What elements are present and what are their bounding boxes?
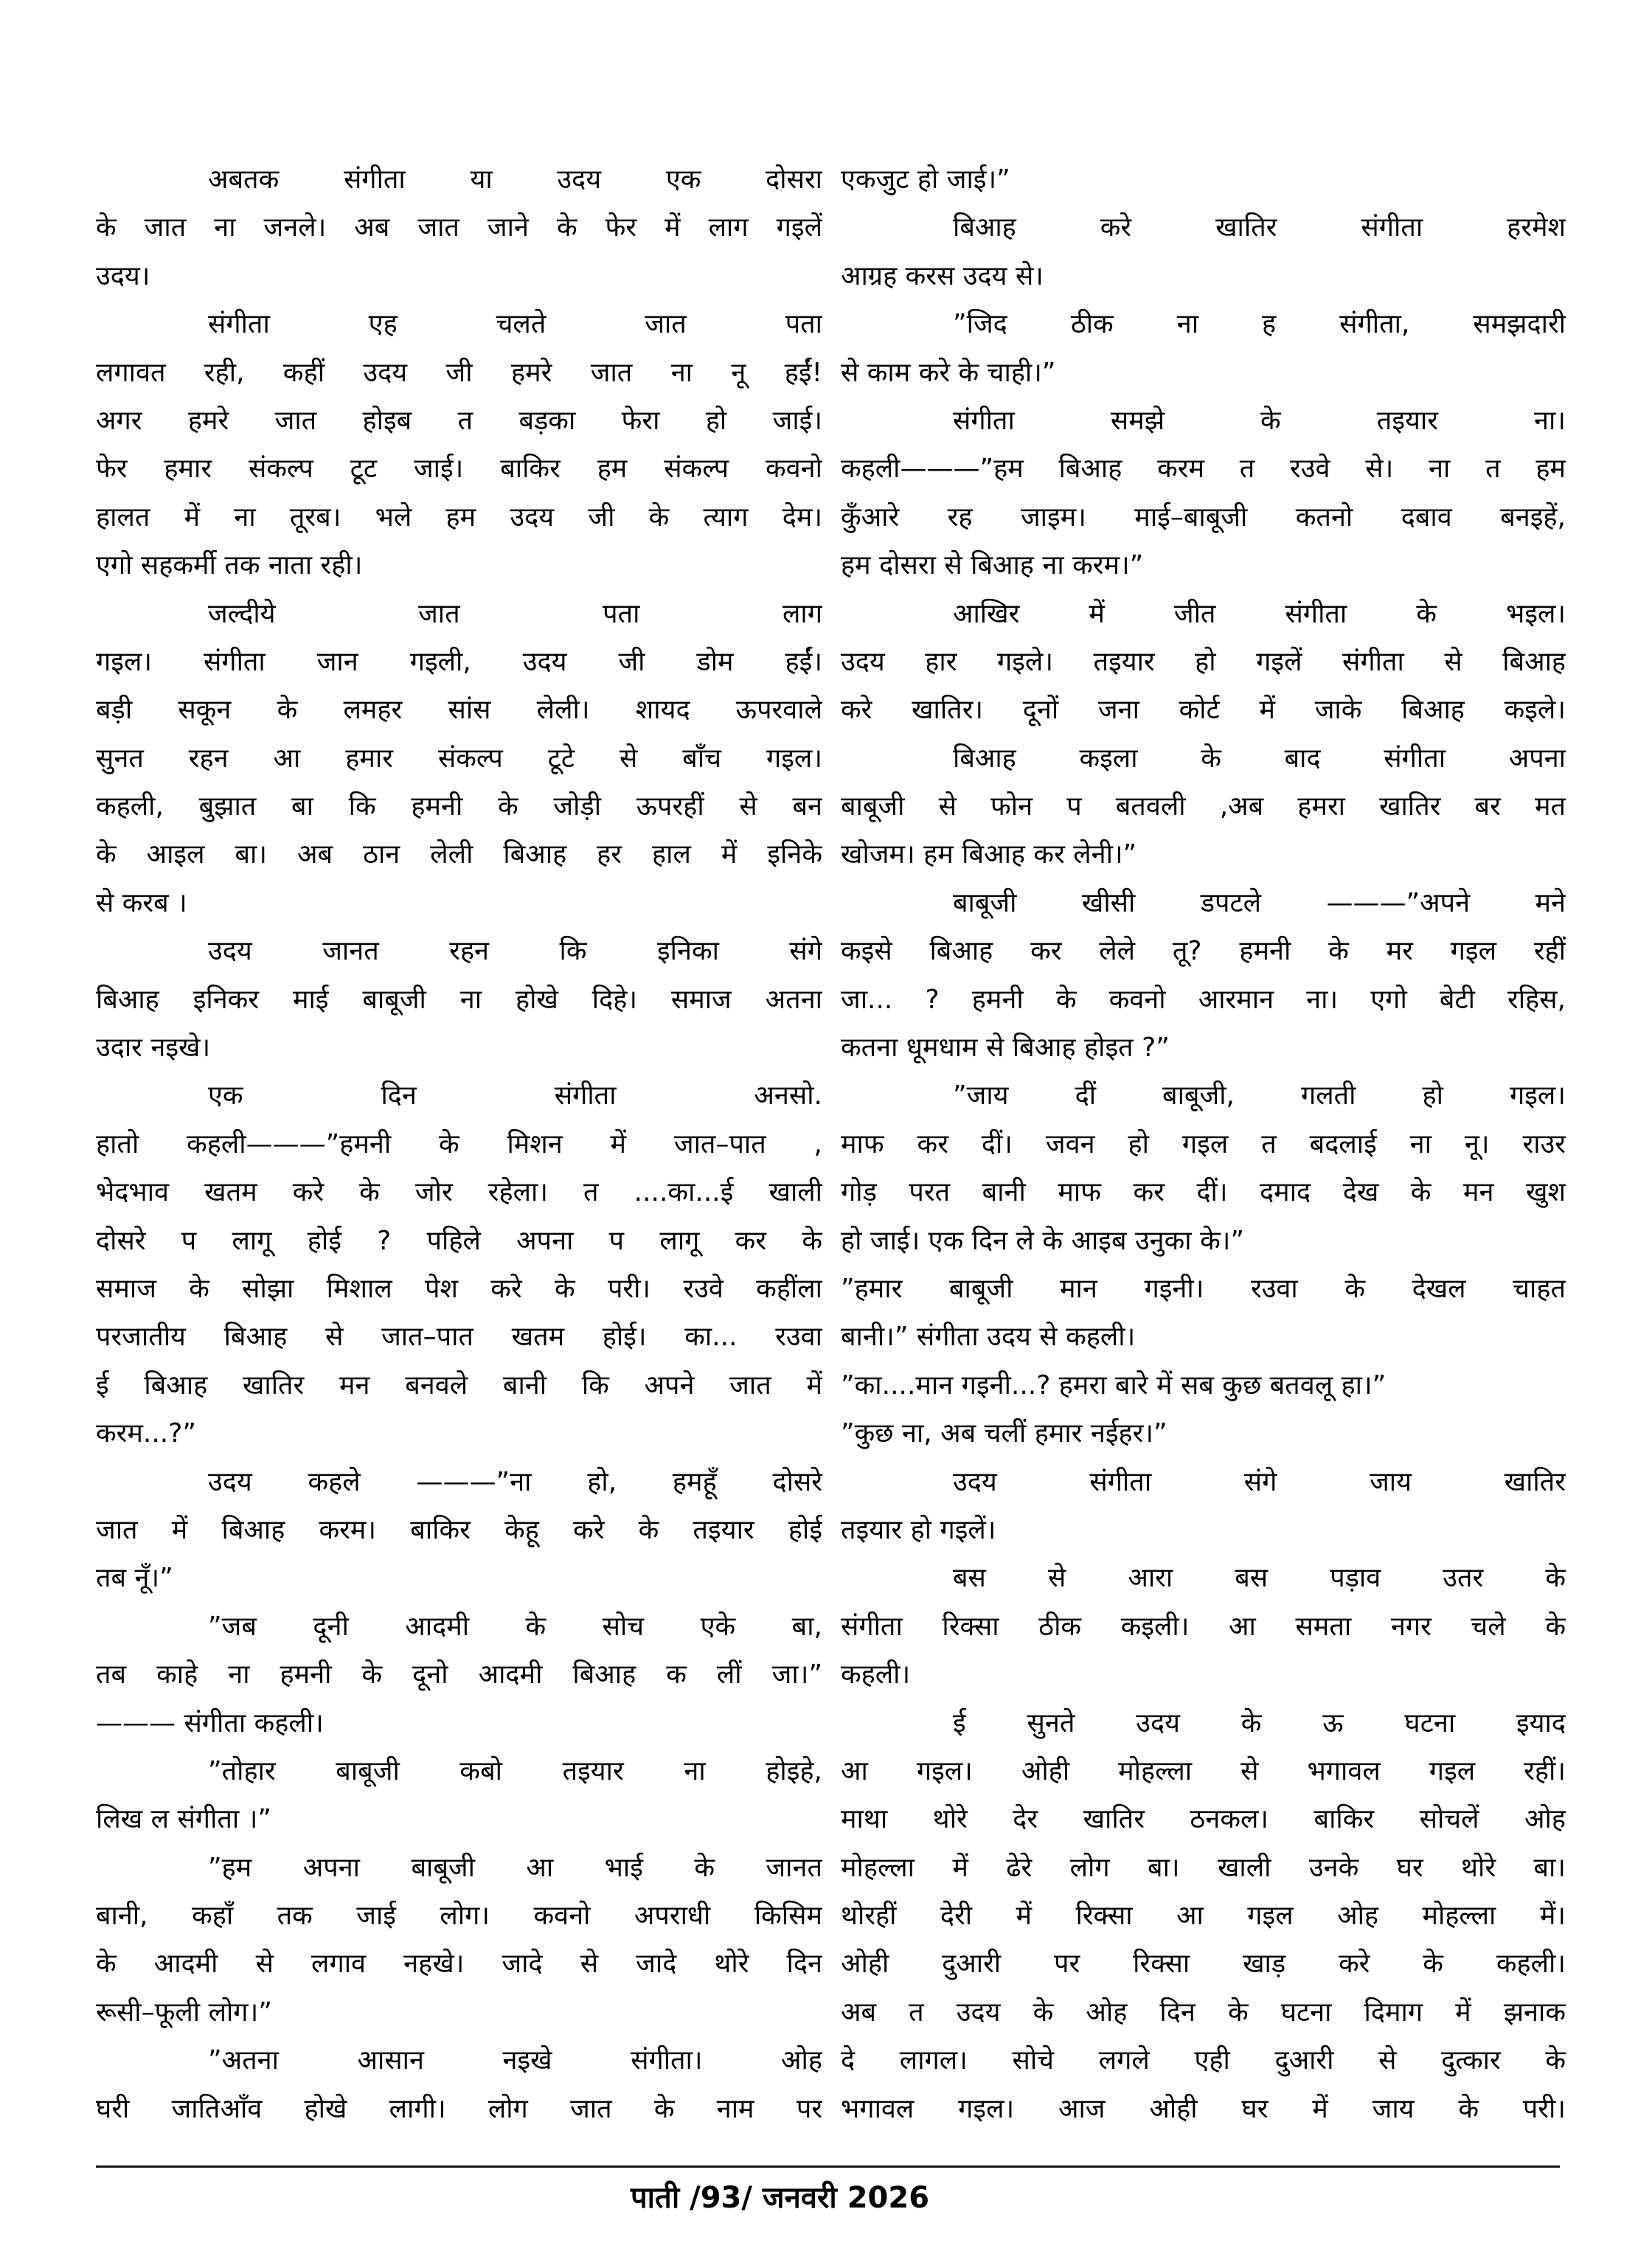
text-line: फेर हमार संकल्प टूट जाई। बाकिर हम संकल्प कवनो (96, 454, 822, 485)
footer-divider (96, 2165, 1560, 2168)
text-line: आ गइल। ओही मोहल्ला से भगावल गइल रहीं। (841, 1755, 1566, 1786)
text-line: एक दिन संगीता अनसो. (208, 1081, 822, 1112)
text-line: उदय जानत रहन कि इनिका संगे (208, 936, 822, 967)
footer-text: पाती /93/ जनवरी 2026 (630, 2181, 930, 2215)
text-line: तब नूँ।” (96, 1563, 173, 1594)
text-line: माथा थोरे देर खातिर ठनकल। बाकिर सोचलें ओह (841, 1804, 1566, 1835)
text-line: ओही दुआरी पर रिक्सा खाड़ करे के कहली। (841, 1949, 1566, 1980)
text-line: ”अतना आसान नइखे संगीता। ओह (208, 2045, 822, 2076)
text-line: हम दोसरा से बिआह ना करम।” (841, 550, 1144, 581)
text-line: थोरहीं देरी में रिक्सा आ गइल ओह मोहल्ला में। (841, 1901, 1566, 1932)
text-line: हालत में ना तूरब। भले हम उदय जी के त्याग देम। (96, 502, 822, 533)
text-line: ई सुनते उदय के ऊ घटना इयाद (953, 1707, 1566, 1738)
text-line: ”हमार बाबूजी मान गइनी। रउवा के देखल चाहत (841, 1273, 1566, 1304)
text-line: से करब । (96, 887, 187, 918)
text-line: से काम करे के चाही।” (841, 357, 1056, 388)
text-line: ”जिद ठीक ना ह संगीता, समझदारी (953, 309, 1566, 340)
text-line: करम...?” (96, 1418, 196, 1449)
text-line: कुँआरे रह जाइम। माई–बाबूजी कतनो दबाव बनइहें, (841, 502, 1566, 533)
text-line: संगीता एह चलते जात पता (208, 309, 822, 340)
text-line: समाज के सोझा मिशाल पेश करे के परी। रउवे कहींला (96, 1273, 822, 1304)
text-line: करे खातिर। दूनों जना कोर्ट में जाके बिआह कइले। (841, 695, 1566, 726)
text-line: हातो कहली———”हमनी के मिशन में जात–पात , (96, 1128, 822, 1159)
text-line: के आदमी से लगाव नहखे। जादे से जादे थोरे दिन (96, 1949, 822, 1980)
text-line: सुनत रहन आ हमार संकल्प टूटे से बाँच गइल। (96, 743, 822, 774)
text-line: घरी जातिआँव होखे लागी। लोग जात के नाम पर (96, 2093, 822, 2124)
text-line: लगावत रही, कहीं उदय जी हमरे जात ना नू हईं! (96, 357, 822, 388)
text-line: बिआह इनिकर माई बाबूजी ना होखे दिहे। समाज अतना (96, 984, 822, 1015)
text-line: भगावल गइल। आज ओही घर में जाय के परी। (841, 2093, 1566, 2124)
text-line: उदय। (96, 260, 150, 291)
text-line: ”जाय दीं बाबूजी, गलती हो गइल। (953, 1081, 1566, 1112)
text-line: बानी, कहाँ तक जाई लोग। कवनो अपराधी किसिम (96, 1901, 822, 1932)
text-line: भेदभाव खतम करे के जोर रहेला। त ....का...ई खाली (96, 1177, 822, 1208)
text-line: बाबूजी खीसी डपटले ———”अपने मने (953, 887, 1566, 918)
text-line: अब त उदय के ओह दिन के घटना दिमाग में झनाक (841, 1997, 1566, 2028)
text-line: मोहल्ला में ढेरे लोग बा। खाली उनके घर थोरे बा। (841, 1852, 1566, 1883)
text-line: उदय हार गइले। तइयार हो गइलें संगीता से बिआह (841, 646, 1566, 677)
text-line: ”हम अपना बाबूजी आ भाई के जानत (208, 1852, 822, 1883)
text-line: संगीता रिक्सा ठीक कइली। आ समता नगर चले के (841, 1611, 1566, 1642)
text-line: बाबूजी से फोन प बतवली ,अब हमरा खातिर बर मत (841, 791, 1566, 822)
text-line: आखिर में जीत संगीता के भइल। (953, 598, 1566, 629)
text-line: के जात ना जनले। अब जात जाने के फेर में लाग गइलें (96, 212, 822, 243)
text-line: ——— संगीता कहली। (96, 1707, 324, 1738)
text-line: तब काहे ना हमनी के दूनो आदमी बिआह क लीं जा।” (96, 1660, 822, 1690)
text-line: खोजम। हम बिआह कर लेनी।” (841, 839, 1137, 870)
text-line: संगीता समझे के तइयार ना। (953, 405, 1566, 436)
text-line: बस से आरा बस पड़ाव उतर के (953, 1563, 1566, 1594)
text-line: कहली। (841, 1660, 911, 1690)
text-line: ई बिआह खातिर मन बनवले बानी कि अपने जात में (96, 1370, 822, 1401)
text-line: गइल। संगीता जान गइली, उदय जी डोम हईं। (96, 646, 822, 677)
text-line: ”तोहार बाबूजी कबो तइयार ना होइहे, (208, 1755, 822, 1786)
text-line: माफ कर दीं। जवन हो गइल त बदलाई ना नू। राउर (841, 1128, 1566, 1159)
text-line: आग्रह करस उदय से। (841, 260, 1044, 291)
text-line: एकजुट हो जाई।” (841, 164, 1010, 195)
text-line: अगर हमरे जात होइब त बड़का फेरा हो जाई। (96, 405, 822, 436)
text-line: के आइल बा। अब ठान लेली बिआह हर हाल में इनिके (96, 839, 822, 870)
text-line: जा... ? हमनी के कवनो आरमान ना। एगो बेटी रहिस, (841, 984, 1566, 1015)
text-line: एगो सहकर्मी तक नाता रही। (96, 550, 363, 581)
text-column-right (841, 156, 1566, 2133)
text-line: दे लागल। सोचे लगले एही दुआरी से दुत्कार के (841, 2045, 1566, 2076)
text-line: बड़ी सकून के लमहर सांस लेली। शायद ऊपरवाले (96, 695, 822, 726)
text-line: कतना धूमधाम से बिआह होइत ?” (841, 1033, 1170, 1064)
text-line: उदय कहले ———”ना हो, हमहूँ दोसरे (208, 1466, 822, 1497)
text-line: कहली, बुझात बा कि हमनी के जोड़ी ऊपरहीं से बन (96, 791, 822, 822)
text-line: जात में बिआह करम। बाकिर केहू करे के तइयार होई (96, 1514, 822, 1545)
page-footer (0, 2177, 1599, 2219)
text-line: हो जाई। एक दिन ले के आइब उनुका के।” (841, 1225, 1245, 1256)
text-line: रूसी–फूली लोग।” (96, 1997, 272, 2028)
text-line: परजातीय बिआह से जात–पात खतम होई। का... रउवा (96, 1322, 822, 1353)
text-line: कइसे बिआह कर लेले तू? हमनी के मर गइल रहीं (841, 936, 1566, 967)
text-line: तइयार हो गइलें। (841, 1514, 996, 1545)
text-column-left (96, 156, 822, 2133)
text-line: उदय संगीता संगे जाय खातिर (953, 1466, 1566, 1497)
text-line: जल्दीये जात पता लाग (208, 598, 822, 629)
text-line: उदार नइखे। (96, 1033, 211, 1064)
text-line: दोसरे प लागू होई ? पहिले अपना प लागू कर के (96, 1225, 822, 1256)
text-line: ”जब दूनी आदमी के सोच एके बा, (208, 1611, 822, 1642)
text-line: अबतक संगीता या उदय एक दोसरा (208, 164, 822, 195)
text-line: ”कुछ ना, अब चलीं हमार नईहर।” (841, 1418, 1167, 1449)
text-line: बिआह करे खातिर संगीता हरमेश (953, 212, 1566, 243)
text-line: गोड़ परत बानी माफ कर दीं। दमाद देख के मन खुश (841, 1177, 1566, 1208)
text-line: कहली———”हम बिआह करम त रउवे से। ना त हम (841, 454, 1566, 485)
text-line: लिख ल संगीता ।” (96, 1804, 271, 1835)
text-line: बिआह कइला के बाद संगीता अपना (953, 743, 1566, 774)
text-line: ”का....मान गइनी...? हमरा बारे में सब कुछ बतवलू हा।” (841, 1370, 1387, 1401)
text-line: बानी।” संगीता उदय से कहली। (841, 1322, 1136, 1353)
